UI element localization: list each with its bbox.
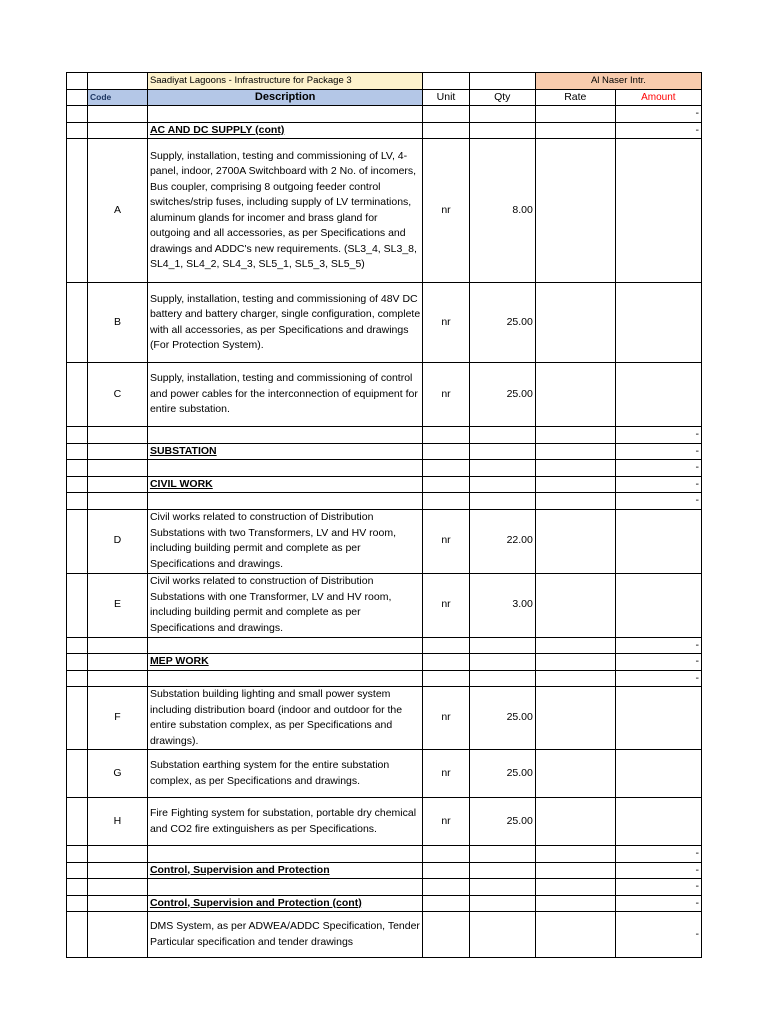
item-code[interactable]: C [88,363,148,427]
amount-cell[interactable]: - [615,637,701,654]
item-code[interactable]: G [88,750,148,798]
item-qty[interactable]: 25.00 [469,750,535,798]
section-heading[interactable]: MEP WORK [147,654,422,671]
item-rate[interactable] [535,139,615,283]
table-row [67,687,702,750]
description-column-header[interactable]: Description [147,89,422,106]
amount-cell[interactable] [615,363,701,427]
amount-cell[interactable] [615,687,701,750]
amount-cell[interactable] [615,798,701,846]
amount-cell[interactable]: - [615,912,701,958]
table-row [67,879,702,896]
table-row [67,895,702,912]
table-row [67,798,702,846]
item-description[interactable]: Supply, installation, testing and commissioning of control and power cables for the interconnection of equipment for entire substation. [147,363,422,427]
item-description[interactable]: Civil works related to construction of Distribution Substations with one Transformer, LV and HV room, including building permit and complete as per Specifications and drawings. [147,573,422,637]
item-description[interactable]: Substation earthing system for the entire substation complex, as per Specifications and drawings. [147,750,422,798]
item-description[interactable]: DMS System, as per ADWEA/ADDC Specification, Tender Particular specification and tender drawings [147,912,422,958]
amount-cell[interactable]: - [615,670,701,687]
table-row [67,283,702,363]
amount-cell[interactable]: - [615,122,701,139]
section-heading[interactable]: Control, Supervision and Protection [147,862,422,879]
item-code[interactable]: B [88,283,148,363]
item-unit[interactable] [423,912,469,958]
amount-cell[interactable] [615,750,701,798]
item-code[interactable]: E [88,573,148,637]
table-row [67,862,702,879]
item-rate[interactable] [535,573,615,637]
item-unit[interactable]: nr [423,798,469,846]
amount-cell[interactable]: - [615,460,701,477]
item-qty[interactable]: 25.00 [469,283,535,363]
table-row [67,427,702,444]
item-code[interactable]: F [88,687,148,750]
table-row [67,139,702,283]
amount-cell[interactable]: - [615,476,701,493]
item-description[interactable]: Supply, installation, testing and commissioning of LV, 4-panel, indoor, 2700A Switchboard with 2 No. of incomers, Bus coupler, comprising 8 outgoing feeder control switches/strip fuses, including supply of LV terminations, aluminum glands for incomer and brass gland for outgoing and all accessories, as per Specifications and drawings and ADDC's new requirements. (SL3_4, SL3_8, SL4_1, SL4_2, SL4_3, SL5_1, SL5_3, SL5_5) [147,139,422,283]
project-title[interactable]: Saadiyat Lagoons - Infrastructure for Package 3 [147,73,422,90]
amount-cell[interactable] [615,283,701,363]
code-column-header[interactable]: Code [88,89,148,106]
amount-cell[interactable] [615,573,701,637]
table-row [67,476,702,493]
item-rate[interactable] [535,798,615,846]
amount-cell[interactable]: - [615,427,701,444]
table-row [67,912,702,958]
header-row-project [67,73,702,90]
item-rate[interactable] [535,687,615,750]
item-description[interactable]: Substation building lighting and small power system including distribution board (indoor and outdoor for the entire substation complex, as per Specifications and drawings). [147,687,422,750]
item-qty[interactable] [469,912,535,958]
table-row [67,750,702,798]
header-row-columns [67,89,702,106]
item-rate[interactable] [535,283,615,363]
amount-cell[interactable]: - [615,879,701,896]
item-code[interactable] [88,912,148,958]
table-row [67,106,702,123]
amount-column-header[interactable]: Amount [615,89,701,106]
item-unit[interactable]: nr [423,687,469,750]
table-row [67,443,702,460]
item-unit[interactable]: nr [423,573,469,637]
section-heading[interactable]: Control, Supervision and Protection (cont) [147,895,422,912]
table-row [67,670,702,687]
item-code[interactable]: A [88,139,148,283]
unit-column-header[interactable]: Unit [423,89,469,106]
rate-column-header[interactable]: Rate [535,89,615,106]
amount-cell[interactable]: - [615,443,701,460]
item-unit[interactable]: nr [423,139,469,283]
item-rate[interactable] [535,509,615,573]
amount-cell[interactable] [615,509,701,573]
amount-cell[interactable]: - [615,895,701,912]
item-qty[interactable]: 25.00 [469,363,535,427]
item-description[interactable]: Civil works related to construction of Distribution Substations with two Transformers, LV and HV room, including building permit and complete as per Specifications and drawings. [147,509,422,573]
item-description[interactable]: Supply, installation, testing and commissioning of 48V DC battery and battery charger, single configuration, complete with all accessories, as per Specifications and drawings (For Protection System). [147,283,422,363]
item-unit[interactable]: nr [423,363,469,427]
item-qty[interactable]: 3.00 [469,573,535,637]
item-rate[interactable] [535,912,615,958]
section-heading[interactable]: AC AND DC SUPPLY (cont) [147,122,422,139]
amount-cell[interactable]: - [615,106,701,123]
amount-cell[interactable]: - [615,493,701,510]
item-code[interactable]: D [88,509,148,573]
table-row [67,122,702,139]
item-unit[interactable]: nr [423,283,469,363]
item-qty[interactable]: 8.00 [469,139,535,283]
contractor-name[interactable]: Al Naser Intr. [535,73,701,90]
bill-of-quantities-table [66,72,702,958]
table-row [67,460,702,477]
item-rate[interactable] [535,363,615,427]
table-row [67,637,702,654]
table-row [67,846,702,863]
amount-cell[interactable] [615,139,701,283]
qty-column-header[interactable]: Qty [469,89,535,106]
amount-cell[interactable]: - [615,654,701,671]
item-qty[interactable]: 25.00 [469,687,535,750]
section-heading[interactable]: SUBSTATION [147,443,422,460]
item-qty[interactable]: 22.00 [469,509,535,573]
item-code[interactable]: H [88,798,148,846]
amount-cell[interactable]: - [615,846,701,863]
table-row [67,654,702,671]
table-row [67,363,702,427]
table-row [67,493,702,510]
item-rate[interactable] [535,750,615,798]
item-unit[interactable]: nr [423,509,469,573]
amount-cell[interactable]: - [615,862,701,879]
section-heading[interactable]: CIVIL WORK [147,476,422,493]
table-row [67,509,702,573]
item-description[interactable]: Fire Fighting system for substation, portable dry chemical and CO2 fire extinguishers as per Specifications. [147,798,422,846]
item-qty[interactable]: 25.00 [469,798,535,846]
item-unit[interactable]: nr [423,750,469,798]
table-row [67,573,702,637]
